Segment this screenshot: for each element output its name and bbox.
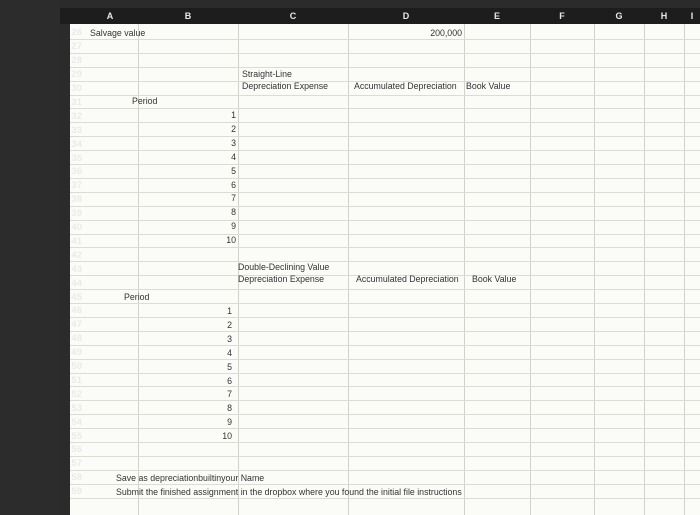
- double-declining-header-line2[interactable]: Depreciation Expense: [238, 274, 325, 284]
- row-gridline: [70, 234, 700, 235]
- instruction-save-as[interactable]: Save as depreciationbuiltinyour Name: [116, 473, 265, 483]
- row-header[interactable]: 37: [71, 180, 82, 192]
- period-cell[interactable]: 5: [231, 165, 236, 176]
- period-cell[interactable]: 9: [231, 221, 236, 232]
- row-header[interactable]: 38: [71, 194, 82, 206]
- book-value-header-2[interactable]: Book Value: [472, 274, 517, 284]
- period-cell[interactable]: 1: [231, 110, 236, 120]
- period-cell[interactable]: 1: [227, 306, 232, 316]
- column-header-f[interactable]: F: [559, 11, 565, 21]
- row-header[interactable]: 44: [71, 277, 82, 289]
- period-cell[interactable]: 3: [227, 333, 232, 344]
- double-declining-header-line1[interactable]: Double-Declining Value: [238, 262, 330, 272]
- row-gridline: [70, 400, 700, 401]
- row-gridline: [70, 164, 700, 165]
- row-gridline: [70, 136, 700, 137]
- period-cell[interactable]: 10: [222, 431, 232, 442]
- row-header[interactable]: 56: [71, 444, 82, 456]
- row-header[interactable]: 41: [71, 235, 82, 247]
- row-header[interactable]: 31: [71, 96, 82, 108]
- period-cell[interactable]: 6: [227, 375, 232, 386]
- row-gridline: [70, 178, 700, 179]
- period-cell[interactable]: 2: [227, 319, 232, 330]
- row-header[interactable]: 35: [71, 152, 82, 164]
- row-gridline: [70, 108, 700, 109]
- row-gridline: [70, 456, 700, 457]
- row-header[interactable]: 26: [71, 27, 82, 39]
- period-cell[interactable]: 4: [227, 347, 232, 358]
- row-gridline: [70, 150, 700, 151]
- row-gridline: [70, 373, 700, 374]
- row-header[interactable]: 51: [71, 374, 82, 386]
- row-gridline: [70, 331, 700, 332]
- row-header[interactable]: 43: [71, 263, 82, 275]
- row-gridline: [70, 470, 700, 471]
- row-gridline: [70, 345, 700, 346]
- column-header-b[interactable]: B: [184, 11, 192, 21]
- row-header[interactable]: 36: [71, 166, 82, 178]
- period-label-1[interactable]: Period: [132, 96, 158, 106]
- period-cell[interactable]: 6: [231, 179, 236, 190]
- row-header[interactable]: 52: [71, 388, 82, 400]
- row-header[interactable]: 42: [71, 249, 82, 261]
- row-gridline: [70, 53, 700, 54]
- column-header-h[interactable]: H: [660, 11, 668, 21]
- accumulated-depreciation-header-2[interactable]: Accumulated Depreciation: [356, 274, 459, 284]
- row-gridline: [70, 414, 700, 415]
- row-gridline: [70, 442, 700, 443]
- row-gridline: [70, 206, 700, 207]
- instruction-submit[interactable]: Submit the finished assignment in the dropbox where you found the initial file instructions: [116, 487, 462, 497]
- row-gridline: [70, 67, 700, 68]
- column-header-g[interactable]: G: [615, 11, 623, 21]
- period-cell[interactable]: 8: [227, 403, 232, 414]
- row-header[interactable]: 34: [71, 138, 82, 150]
- row-header[interactable]: 32: [71, 110, 82, 122]
- period-cell[interactable]: 10: [226, 235, 236, 246]
- row-gridline: [70, 428, 700, 429]
- salvage-value-amount[interactable]: 200,000: [430, 28, 462, 38]
- row-gridline: [70, 39, 700, 40]
- period-cell[interactable]: 4: [231, 151, 236, 162]
- row-gridline: [70, 317, 700, 318]
- column-header-e[interactable]: E: [493, 11, 500, 21]
- salvage-value-label[interactable]: Salvage value: [90, 28, 146, 38]
- period-cell[interactable]: 7: [231, 193, 236, 204]
- row-header[interactable]: 28: [71, 55, 82, 67]
- row-header[interactable]: 39: [71, 208, 82, 220]
- period-label-2[interactable]: Period: [124, 292, 150, 302]
- accumulated-depreciation-header-1[interactable]: Accumulated Depreciation: [354, 81, 457, 91]
- period-cell[interactable]: 3: [231, 137, 236, 148]
- column-header-i[interactable]: I: [690, 11, 694, 21]
- row-header[interactable]: 53: [71, 402, 82, 414]
- row-header[interactable]: 45: [71, 291, 82, 303]
- row-gridline: [70, 359, 700, 360]
- row-header[interactable]: 46: [71, 305, 82, 317]
- column-header-c[interactable]: C: [289, 11, 297, 21]
- row-header[interactable]: 29: [71, 69, 82, 81]
- row-header[interactable]: 54: [71, 416, 82, 428]
- row-gridline: [70, 261, 700, 262]
- column-header-a[interactable]: A: [106, 11, 114, 21]
- row-header[interactable]: 49: [71, 347, 82, 359]
- row-gridline: [70, 289, 700, 290]
- row-gridline: [70, 192, 700, 193]
- period-cell[interactable]: 5: [227, 361, 232, 372]
- row-header[interactable]: 47: [71, 319, 82, 331]
- row-header[interactable]: 55: [71, 430, 82, 442]
- period-cell[interactable]: 2: [231, 123, 236, 134]
- row-header[interactable]: 59: [71, 486, 82, 498]
- row-header[interactable]: 48: [71, 333, 82, 345]
- row-gridline: [70, 386, 700, 387]
- row-gridline: [70, 122, 700, 123]
- column-header-d[interactable]: D: [402, 11, 410, 21]
- row-header[interactable]: 27: [71, 41, 82, 53]
- period-cell[interactable]: 9: [227, 417, 232, 428]
- row-header[interactable]: 30: [71, 83, 82, 95]
- straight-line-header-line2[interactable]: Depreciation Expense: [242, 81, 329, 91]
- period-cell[interactable]: 8: [231, 207, 236, 218]
- row-header[interactable]: 40: [71, 222, 82, 234]
- straight-line-header-line1[interactable]: Straight-Line: [242, 69, 292, 79]
- row-gridline: [70, 95, 700, 96]
- row-gridline: [70, 220, 700, 221]
- row-gridline: [70, 247, 700, 248]
- book-value-header-1[interactable]: Book Value: [466, 81, 511, 91]
- row-header[interactable]: 50: [71, 361, 82, 373]
- row-header[interactable]: 57: [71, 458, 82, 470]
- row-gridline: [70, 303, 700, 304]
- row-header[interactable]: 33: [71, 124, 82, 136]
- period-cell[interactable]: 7: [227, 389, 232, 400]
- row-header[interactable]: 58: [71, 472, 82, 484]
